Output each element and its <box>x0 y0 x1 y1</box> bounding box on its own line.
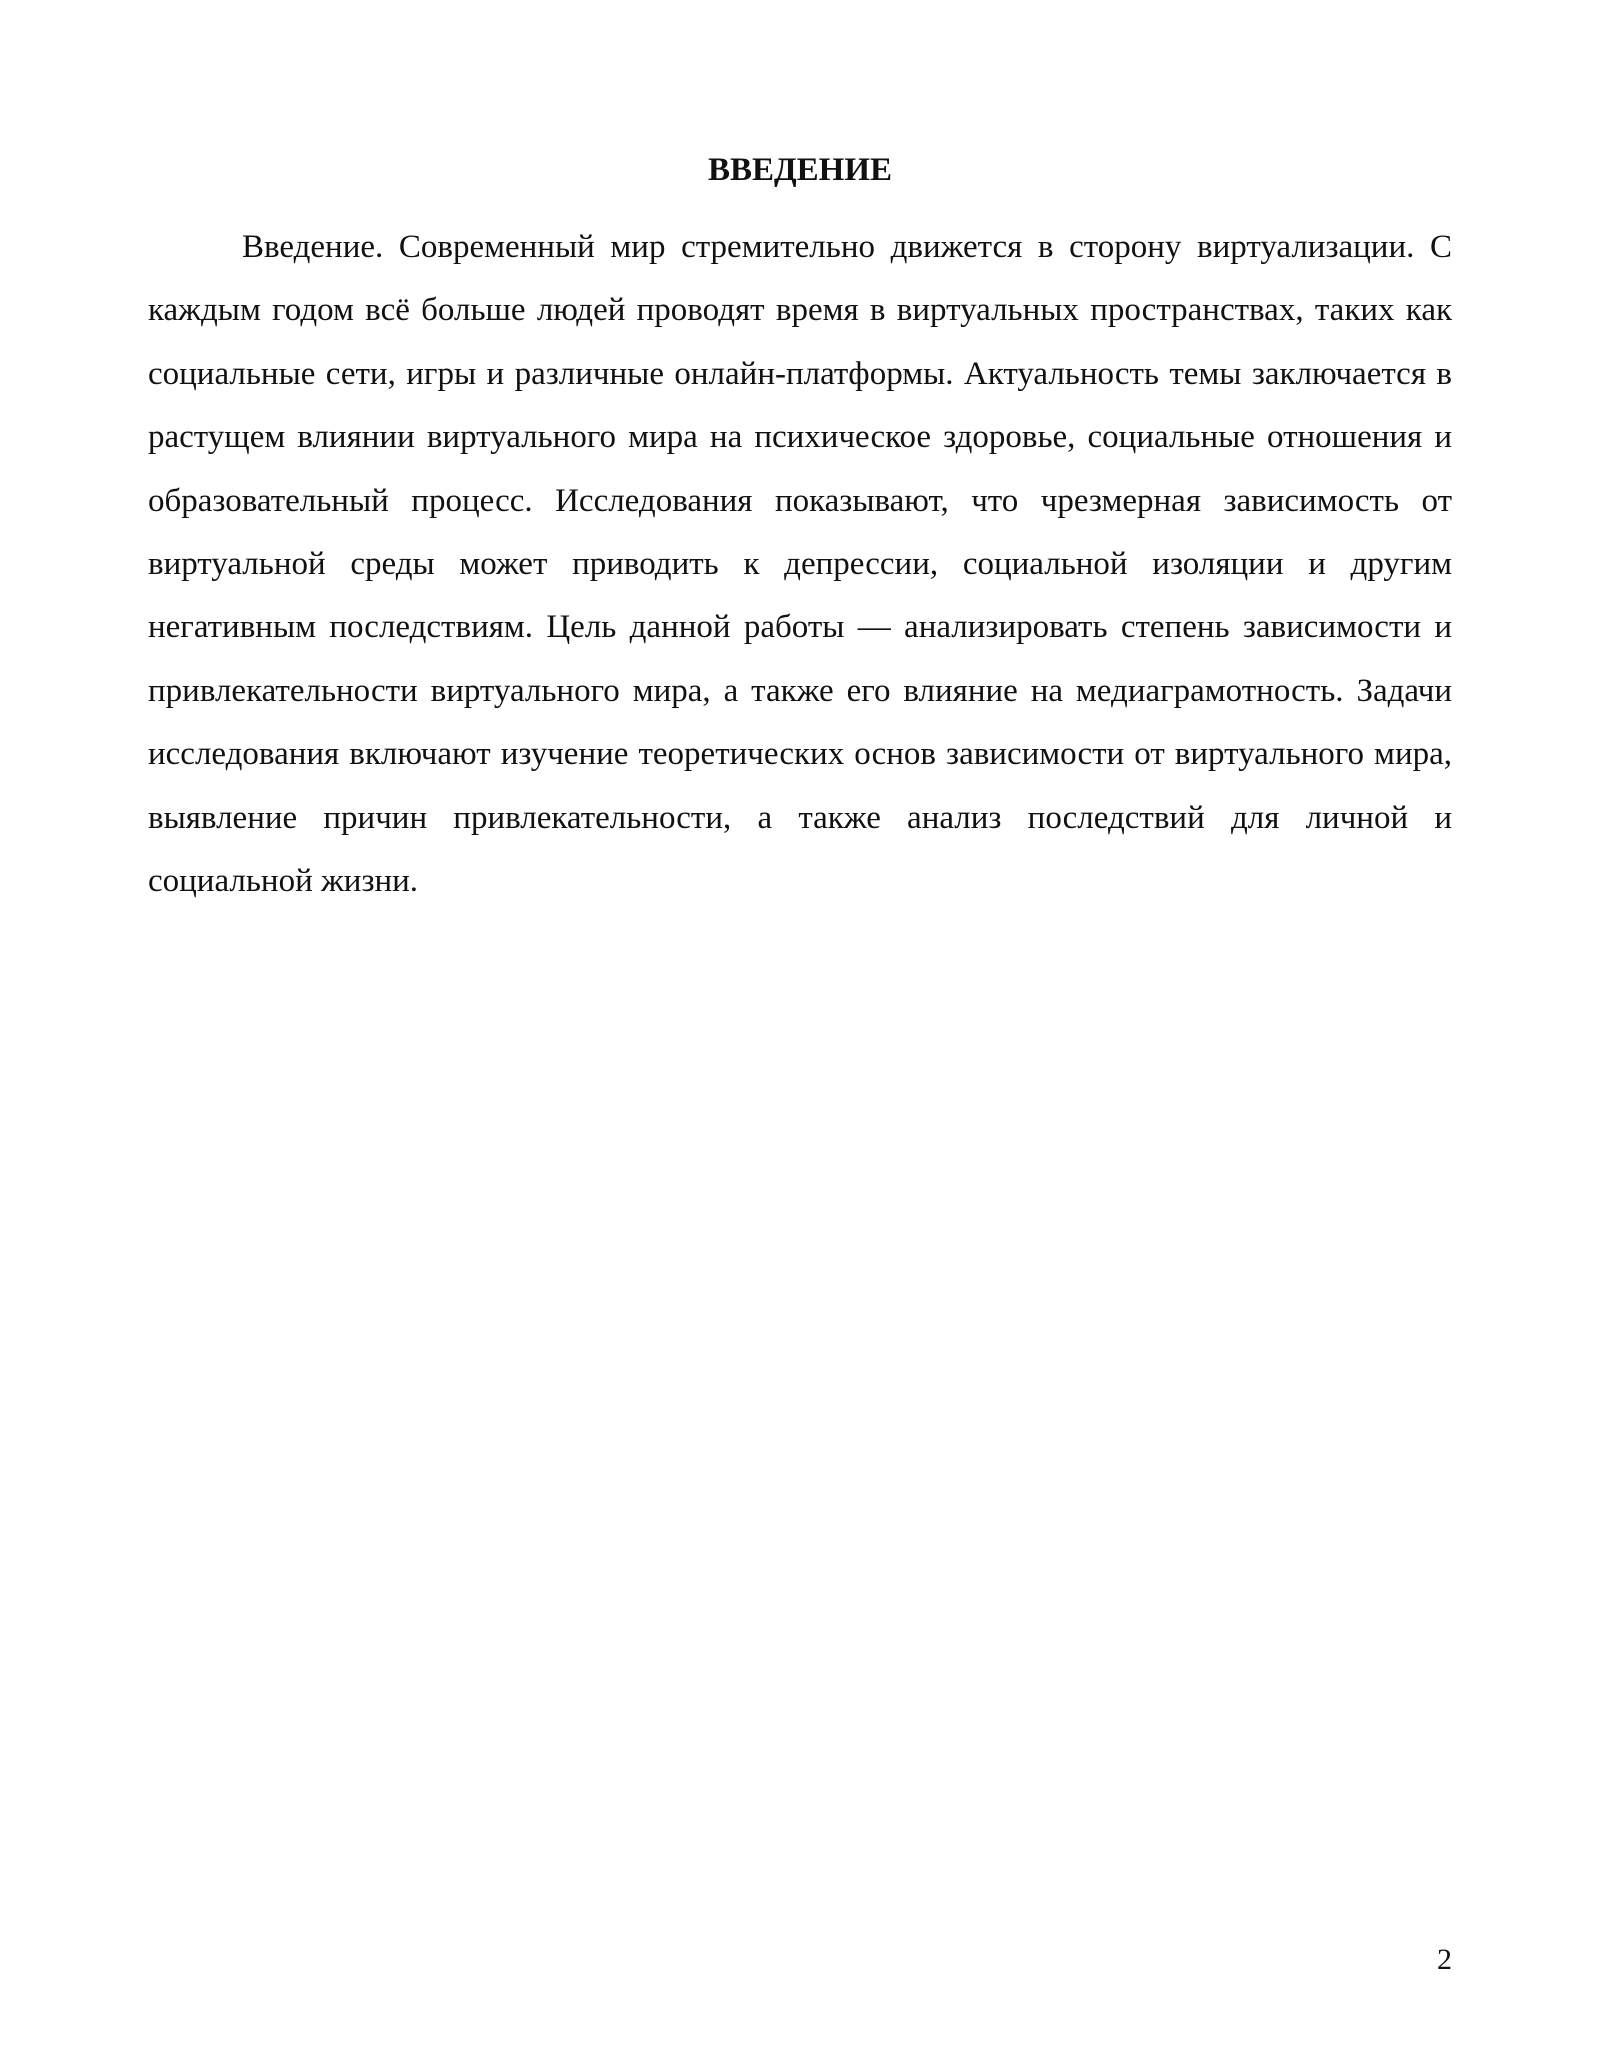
section-heading: ВВЕДЕНИЕ <box>707 152 893 188</box>
page-number: 2 <box>1437 1943 1452 1976</box>
body-paragraph: Введение. Современный мир стремительно движется в сторону виртуализации. С каждым годом всё больше людей проводят время в виртуальных пространствах, таких как социальные сети, игры и различные онлайн-платформы. Актуальность темы заключается в растущем влиянии виртуального мира на психическое здоровье, социальные отношения и образовательный процесс. Исследования показывают, что чрезмерная зависимость от виртуальной среды может приводить к депрессии, социальной изоляции и другим негативным последствиям. Цель данной работы — анализировать степень зависимости и привлекательности виртуального мира, а также его влияние на медиаграмотность. Задачи исследования включают изучение теоретических основ зависимости от виртуального мира, выявление причин привлекательности, а также анализ последствий для личной и социальной жизни. <box>148 229 1452 900</box>
